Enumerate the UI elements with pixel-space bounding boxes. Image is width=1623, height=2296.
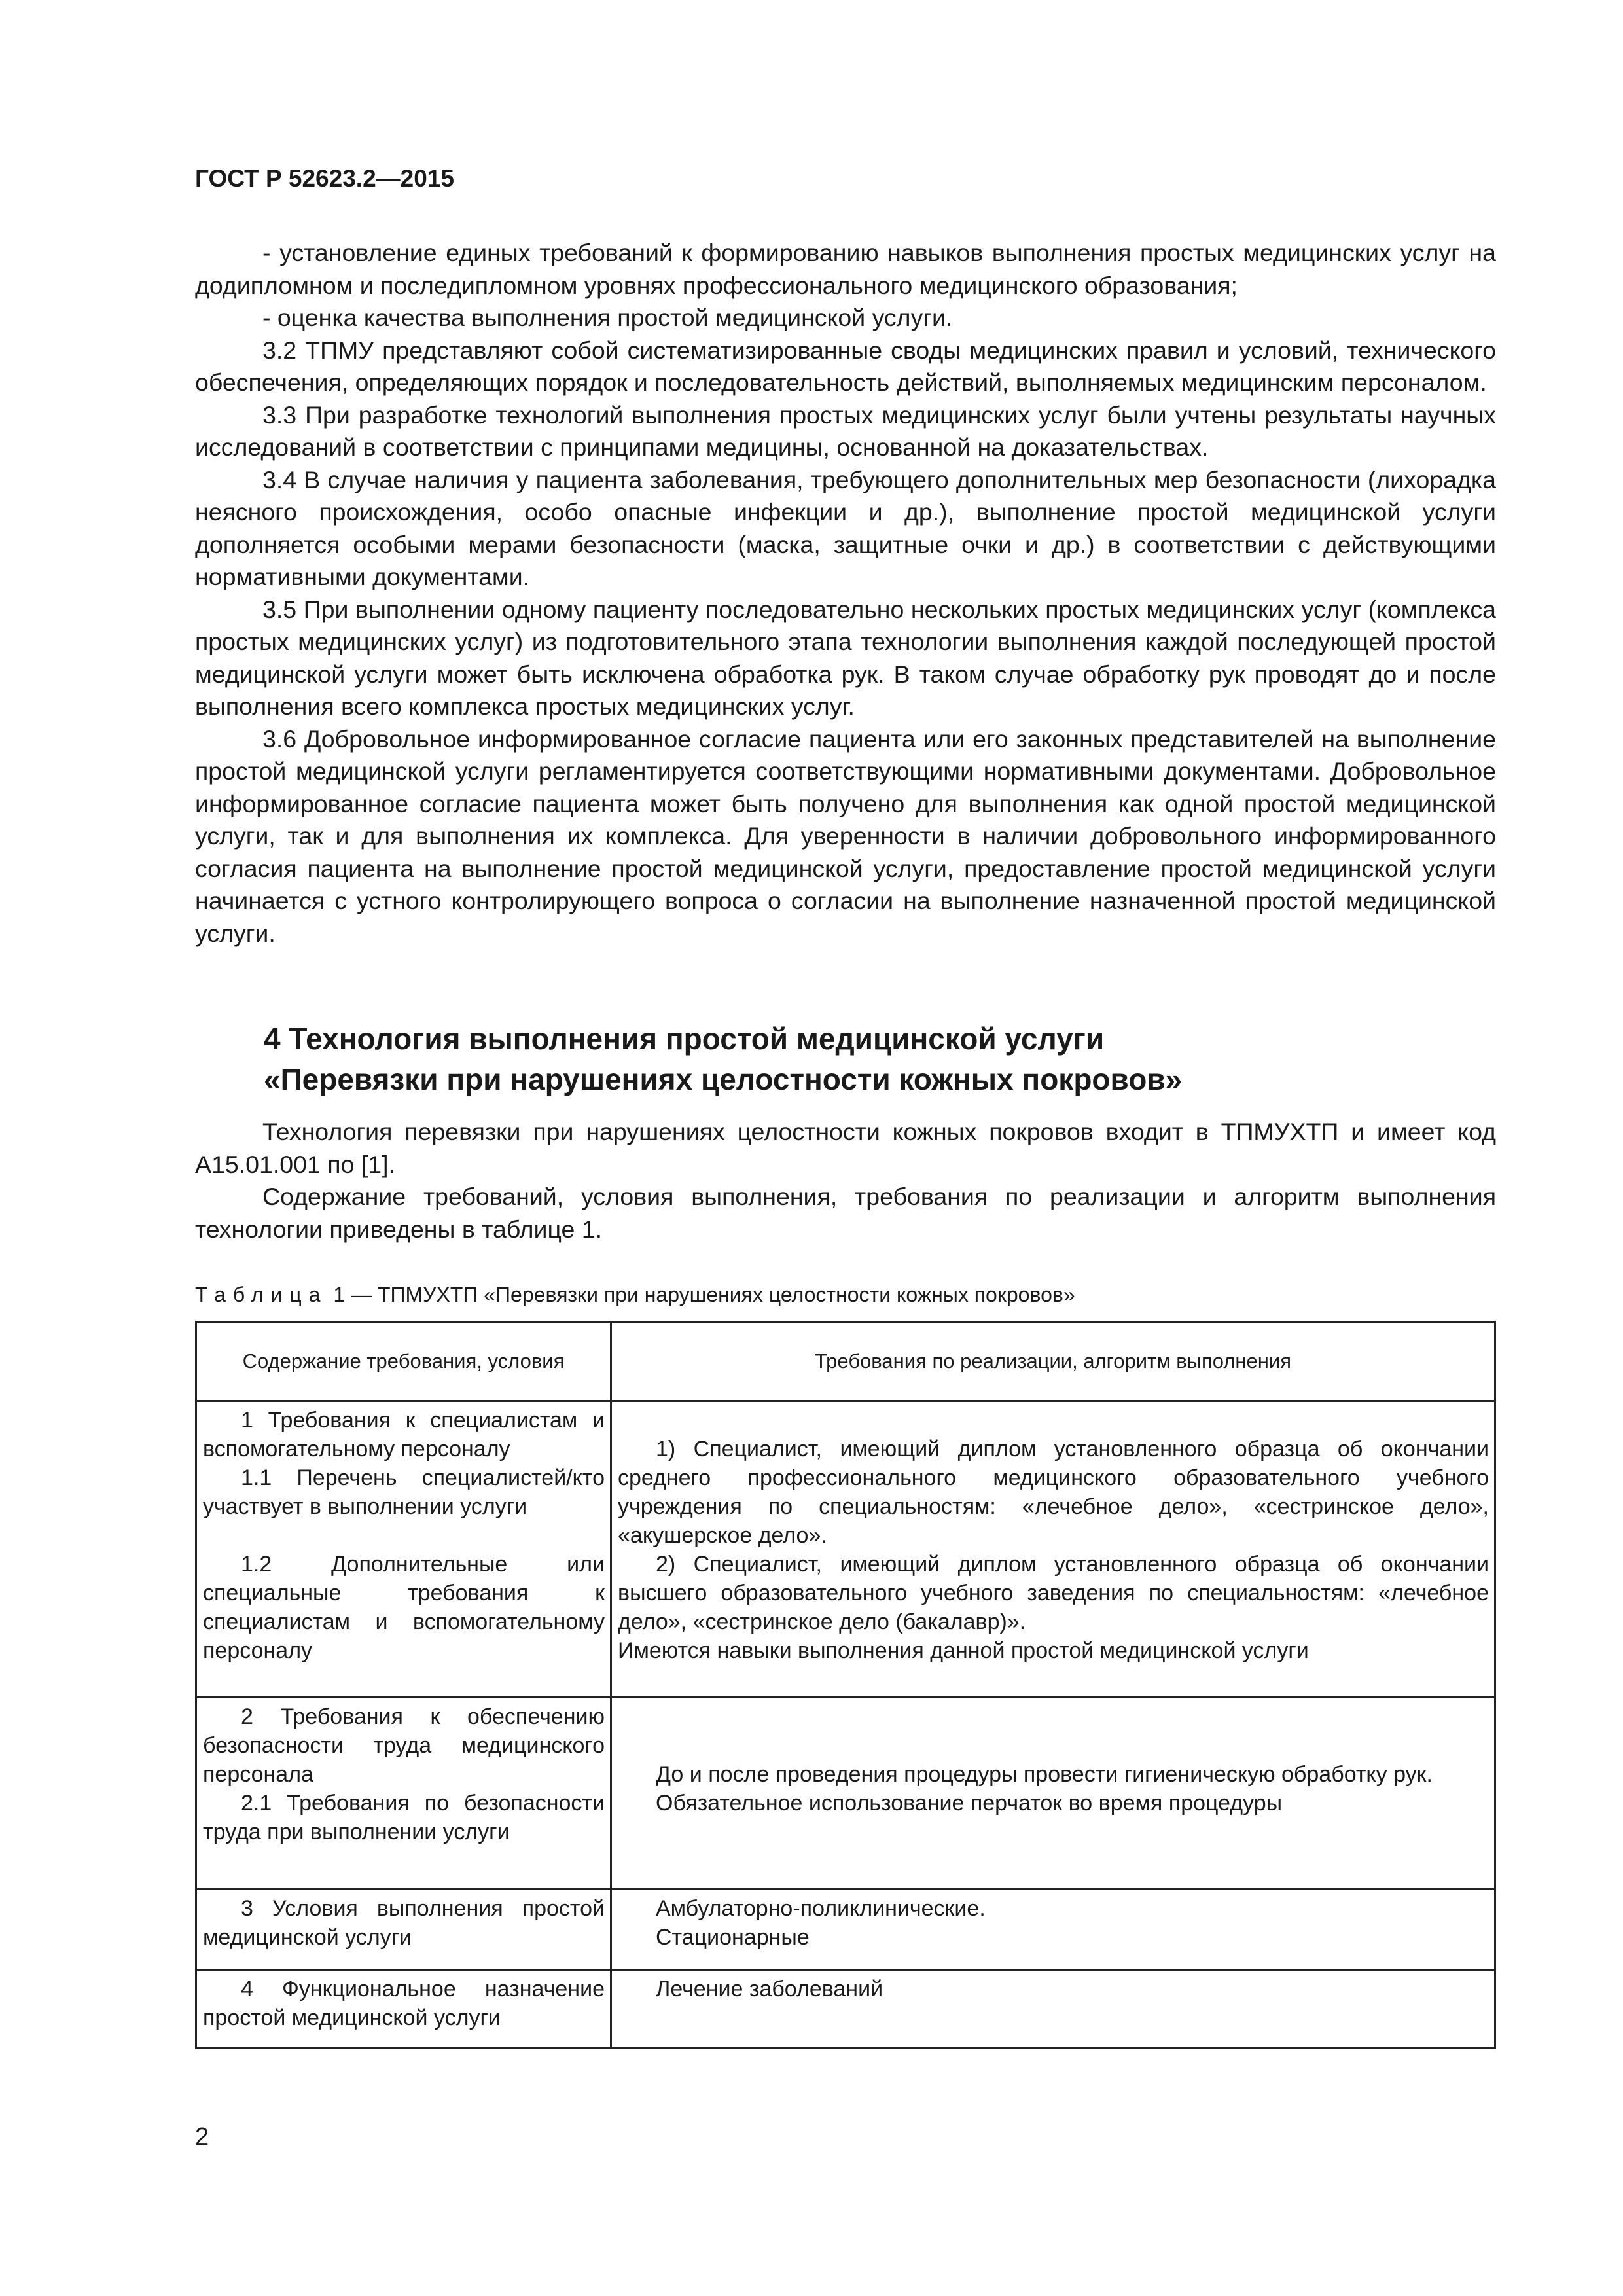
section-title-line: 4 Технология выполнения простой медицинской услуги bbox=[264, 1022, 1105, 1056]
cell-text: 2) Специалист, имеющий диплом установленного образца об окончании высшего образовательного учебного заведения по специальностям: «лечебное дело», «сестринское дело (бакалавр)». bbox=[618, 1552, 1489, 1634]
cell-text: 2 Требования к обеспечению безопасности труда медицинского персонала bbox=[203, 1704, 605, 1787]
document-header: ГОСТ Р 52623.2—2015 bbox=[195, 165, 454, 192]
table-row bbox=[196, 1890, 1495, 1970]
cell-text: Лечение заболеваний bbox=[656, 1977, 883, 2001]
table-header-cell: Содержание требования, условия bbox=[196, 1322, 611, 1401]
cell-text: Стационарные bbox=[656, 1925, 810, 1950]
intro-text bbox=[195, 237, 1496, 950]
table-cell bbox=[611, 1970, 1495, 2049]
table-header-row bbox=[196, 1322, 1495, 1401]
table-cell bbox=[196, 1401, 611, 1698]
paragraph: Технология перевязки при нарушениях целостности кожных покровов входит в ТПМУХТП и имеет код А15.01.001 по [1]. bbox=[195, 1118, 1496, 1178]
table-caption-prefix: Таблица bbox=[195, 1283, 328, 1306]
paragraph: 3.6 Добровольное информированное согласие пациента или его законных представителей на выполнение простой медицинской услуги регламентируется соответствующими нормативными документами. Добровольное информированное согласие пациента может быть получено для выполнения как одной простой медицинской услуги, так и для выполнения их комплекса. Для уверенности в наличии добровольного информированного согласия пациента на выполнение простой медицинской услуги, предоставление простой медицинской услуги начинается с устного контролирующего вопроса о согласии на выполнение назначенной простой медицинской услуги. bbox=[195, 725, 1496, 947]
section-title bbox=[264, 1018, 1182, 1100]
section-title-line: «Перевязки при нарушениях целостности кожных покровов» bbox=[264, 1062, 1183, 1096]
table-cell bbox=[196, 1698, 611, 1890]
table-cell bbox=[611, 1698, 1495, 1890]
table-cell bbox=[196, 1890, 611, 1970]
table-header-cell: Требования по реализации, алгоритм выполнения bbox=[611, 1322, 1495, 1401]
paragraph: 3.5 При выполнении одному пациенту последовательно нескольких простых медицинских услуг (комплекса простых медицинских услуг) из подготовительного этапа технологии выполнения каждой последующей простой медицинской услуги может быть исключена обработка рук. В таком случае обработку рук проводят до и после выполнения всего комплекса простых медицинских услуг. bbox=[195, 595, 1496, 720]
cell-text: До и после проведения процедуры провести гигиеническую обработку рук. bbox=[656, 1762, 1433, 1787]
cell-text: Обязательное использование перчаток во время процедуры bbox=[656, 1791, 1283, 1816]
paragraph: Содержание требований, условия выполнения, требования по реализации и алгоритм выполнения технологии приведены в таблице 1. bbox=[195, 1183, 1496, 1243]
page-number: 2 bbox=[195, 2123, 209, 2151]
cell-text: 1.1 Перечень специалистей/кто участвует в выполнении услуги bbox=[203, 1465, 605, 1519]
paragraph: 3.4 В случае наличия у пациента заболевания, требующего дополнительных мер безопасности (лихорадка неясного происхождения, особо опасные инфекции и др.), выполнение простой медицинской услуги дополняется особыми мерами безопасности (маска, защитные очки и др.) в соответствии с действующими нормативными документами. bbox=[195, 465, 1496, 590]
cell-text: Амбулаторно-поликлинические. bbox=[656, 1896, 986, 1921]
table-cell bbox=[611, 1890, 1495, 1970]
cell-text: 3 Условия выполнения простой медицинской услуги bbox=[203, 1896, 605, 1950]
section-text bbox=[195, 1116, 1496, 1246]
cell-text: 2.1 Требования по безопасности труда при выполнении услуги bbox=[203, 1791, 605, 1844]
paragraph: - оценка качества выполнения простой медицинской услуги. bbox=[262, 304, 953, 331]
cell-text: 4 Функциональное назначение простой медицинской услуги bbox=[203, 1977, 605, 2030]
cell-text: 1 Требования к специалистам и вспомогательному персоналу bbox=[203, 1408, 605, 1462]
table-row bbox=[196, 1401, 1495, 1698]
table-row bbox=[196, 1970, 1495, 2049]
requirements-table bbox=[195, 1321, 1496, 2049]
cell-text: 1.2 Дополнительные или специальные требования к специалистам и вспомогательному персоналу bbox=[203, 1552, 605, 1663]
table-caption-text: 1 — ТПМУХТП «Перевязки при нарушениях целостности кожных покровов» bbox=[327, 1283, 1075, 1306]
table-cell bbox=[196, 1970, 611, 2049]
cell-text: Имеются навыки выполнения данной простой медицинской услуги bbox=[618, 1638, 1309, 1663]
paragraph: - установление единых требований к формированию навыков выполнения простых медицинских услуг на додипломном и последипломном уровнях профессионального медицинского образования; bbox=[195, 239, 1496, 299]
table-row bbox=[196, 1698, 1495, 1890]
cell-text: 1) Специалист, имеющий диплом установленного образца об окончании среднего профессионального медицинского образовательного учебного учреждения по специальностям: «лечебное дело», «сестринское дело», «акушерское дело». bbox=[618, 1437, 1489, 1548]
paragraph: 3.2 ТПМУ представляют собой систематизированные своды медицинских правил и условий, технического обеспечения, определяющих порядок и последовательность действий, выполняемых медицинским персоналом. bbox=[195, 336, 1496, 396]
table-caption bbox=[195, 1283, 1075, 1307]
table-cell bbox=[611, 1401, 1495, 1698]
paragraph: 3.3 При разработке технологий выполнения простых медицинских услуг были учтены результаты научных исследований в соответствии с принципами медицины, основанной на доказательствах. bbox=[195, 401, 1496, 461]
